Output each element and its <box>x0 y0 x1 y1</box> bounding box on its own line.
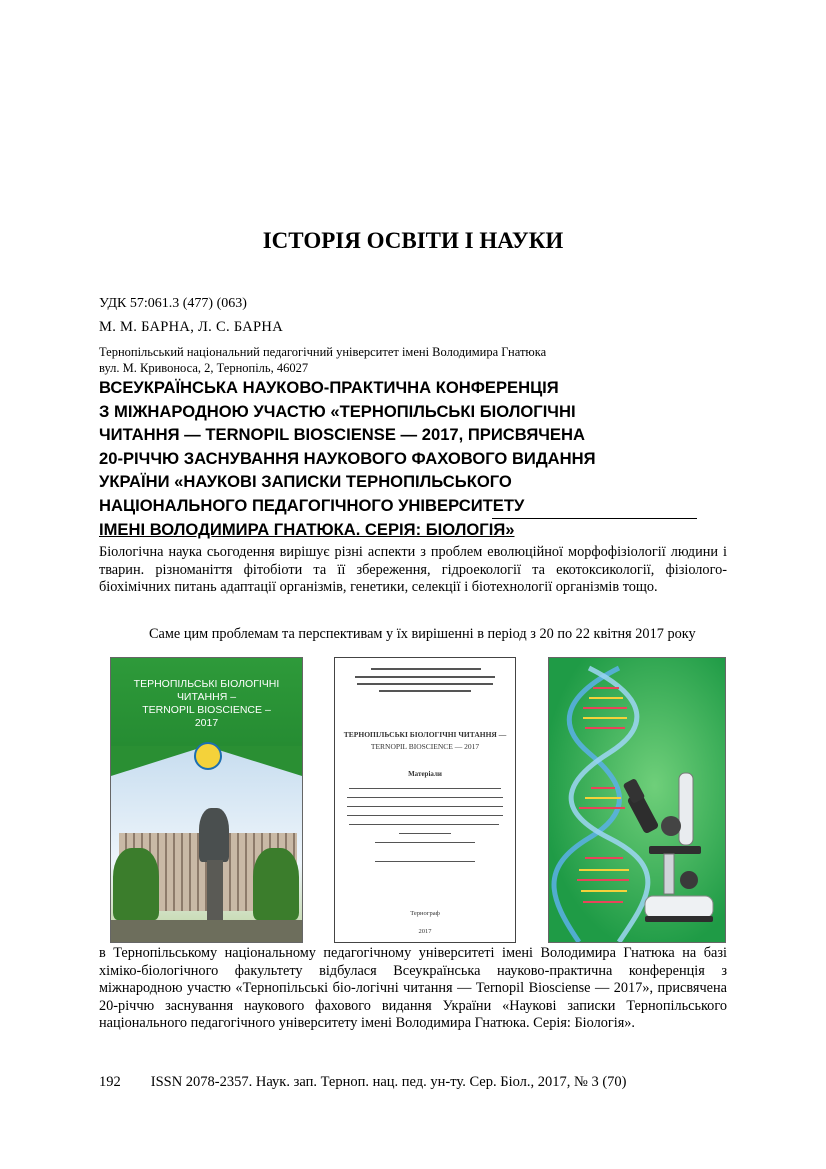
body-text-line <box>347 815 503 816</box>
proceedings-cover-image <box>110 657 303 943</box>
article-title-line: ЧИТАННЯ — TERNOPIL BIOSCIENSE — 2017, ПРИСВЯЧЕНА <box>99 425 585 445</box>
tree-icon <box>113 848 159 920</box>
article-title-line: ІМЕНІ ВОЛОДИМИРА ГНАТЮКА. СЕРІЯ: БІОЛОГІЯ» <box>99 519 515 539</box>
cover-title <box>111 678 302 730</box>
date-text-line <box>375 861 475 862</box>
udc-code: УДК 57:061.3 (477) (063) <box>99 296 247 311</box>
cover-title-line: TERNOPIL BIOSCIENCE – <box>142 704 271 716</box>
proceedings-title-page-image <box>334 657 516 943</box>
article-title-line: ВСЕУКРАЇНСЬКА НАУКОВО-ПРАКТИЧНА КОНФЕРЕНЦІЯ <box>99 378 559 397</box>
body-paragraph-2: Саме цим проблемам та перспективам у їх вирішенні в період з 20 по 22 квітня 2017 року <box>149 626 696 642</box>
page-number: 192 <box>99 1074 121 1090</box>
article-title-line: З МІЖНАРОДНОЮ УЧАСТЮ «ТЕРНОПІЛЬСЬКІ БІОЛОГІЧНІ <box>99 401 576 421</box>
title-underline-rule <box>492 518 697 519</box>
authors: М. М. БАРНА, Л. С. БАРНА <box>99 319 283 335</box>
cover-ground <box>111 920 302 942</box>
body-text-line <box>399 833 451 834</box>
header-text-line <box>379 690 471 692</box>
title-page-heading: TERNOPIL BIOSCIENCE — 2017 <box>370 742 480 751</box>
dna-strand <box>554 668 619 942</box>
cover-title-line: ЧИТАННЯ – <box>176 691 237 703</box>
title-page-heading: ТЕРНОПІЛЬСЬКІ БІОЛОГІЧНІ ЧИТАННЯ — <box>343 730 507 739</box>
body-text-line <box>347 797 503 798</box>
header-text-line <box>357 683 493 685</box>
affiliation-address: вул. М. Кривоноса, 2, Тернопіль, 46027 <box>99 361 309 375</box>
dna-microscope-image <box>548 657 726 943</box>
cover-title-line: ТЕРНОПІЛЬСЬКІ БІОЛОГІЧНІ <box>133 678 280 690</box>
tree-icon <box>253 848 299 920</box>
affiliation-institution: Тернопільський національний педагогічний університет імені Володимира Гнатюка <box>99 345 547 359</box>
dna-microscope-illustration <box>549 658 725 942</box>
title-page-city: Тернограф <box>410 910 440 917</box>
body-paragraph-3: в Тернопільському національному педагогічному університеті імені Володимира Гнатюка на базі хіміко-біологічного факультету відбулася Всеукраїнська науково-практична конференція з міжнародною участю «Тернопільські біо-логічні читання — Ternopil Biosciense — 2017», присвячена 20-річчю заснування наукового фахового видання України «Наукові записки Тернопільського національного педагогічного університету імені Володимира Гнатюка. Серія: Біологія». <box>99 945 727 1032</box>
article-title-line: НАЦІОНАЛЬНОГО ПЕДАГОГІЧНОГО УНІВЕРСИТЕТУ <box>99 495 525 515</box>
body-text-line <box>349 824 499 825</box>
page-footer <box>99 1074 627 1091</box>
cover-title-line: 2017 <box>194 717 219 729</box>
journal-citation: ISSN 2078-2357. Наук. зап. Терноп. нац. пед. ун-ту. Сер. Біол., 2017, № 3 (70) <box>150 1074 627 1090</box>
body-text-line <box>375 842 475 843</box>
microscope-icon <box>623 773 713 922</box>
title-page-year: 2017 <box>418 928 432 935</box>
title-page-materials: Матеріали <box>408 770 442 778</box>
body-paragraph-1: Біологічна наука сьогодення вирішує різні аспекти з проблем еволюційної морфофізіології людини і тварин. різноманіття фітобіоти та її збереження, гідроекології та екотоксикології, фізіолого-біохімічних питань адаптації організмів, генетики, селекції і біотехнології організмів тощо. <box>99 544 727 596</box>
header-text-line <box>371 668 481 670</box>
body-text-line <box>349 788 501 789</box>
monument-statue <box>199 808 229 862</box>
article-title-line: 20-РІЧЧЮ ЗАСНУВАННЯ НАУКОВОГО ФАХОВОГО ВИДАННЯ <box>99 448 596 468</box>
header-text-line <box>355 676 495 678</box>
section-title: ІСТОРІЯ ОСВІТИ І НАУКИ <box>262 228 564 253</box>
university-logo-icon <box>194 742 222 770</box>
article-title <box>99 376 709 541</box>
body-text-line <box>347 806 503 807</box>
article-title-line: УКРАЇНИ «НАУКОВІ ЗАПИСКИ ТЕРНОПІЛЬСЬКОГО <box>99 472 512 492</box>
